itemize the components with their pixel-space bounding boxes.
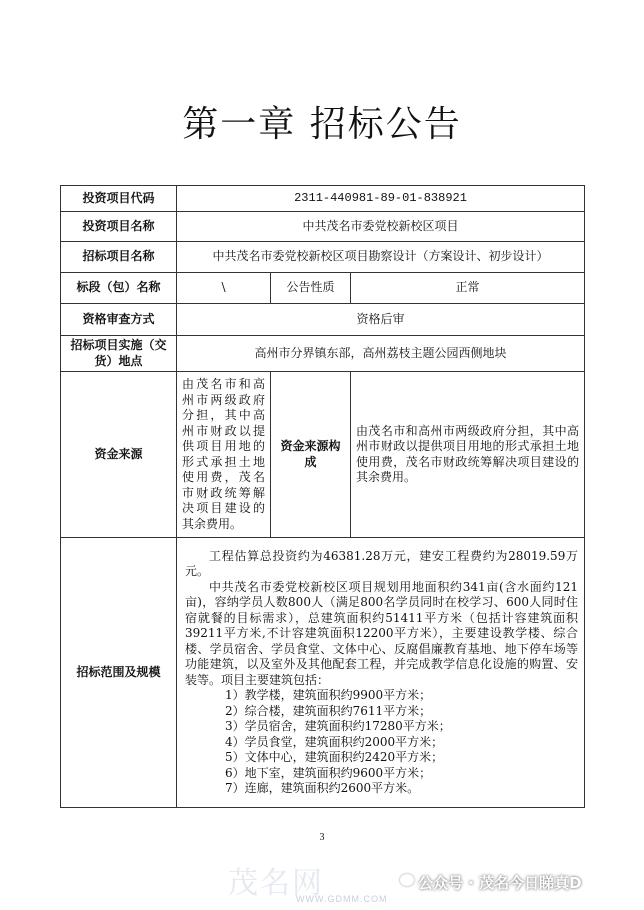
project-code-value: 2311-440981-89-01-838921 <box>177 186 585 212</box>
lot-label: 标段（包）名称 <box>61 273 177 304</box>
notice-type-value: 正常 <box>351 273 585 304</box>
scope-paragraph-description: 中共茂名市委党校新校区项目规划用地面积约341亩(含水面约121亩)，容纳学员人数800人（满足800名学员同时在校学习、600人同时住宿就餐的目标需求），总建筑面积约51411平方米（包括计容建筑面积39211平方米,不计容建筑面积12200平方米），主要建设教学楼、综合楼、学员宿舍、学员食堂、文体中心、反腐倡廉教育基地、地下停车场等功能建筑，以及室外及其他配套工程，并完成教学信息化设施的购置、安装等。项目主要建筑包括： <box>185 579 579 687</box>
scope-list-item: 7）连廊，建筑面积约2600平方米。 <box>225 781 420 795</box>
page-title: 第一章 招标公告 <box>182 104 462 145</box>
tender-name-value: 中共茂名市委党校新校区项目勘察设计（方案设计、初步设计） <box>177 242 585 273</box>
row-project-name <box>61 212 585 242</box>
scope-list-item: 1）教学楼，建筑面积约9900平方米； <box>225 688 432 702</box>
scope-content <box>177 538 585 808</box>
project-name-value: 中共茂名市委党校新校区项目 <box>177 212 585 242</box>
funding-structure-label: 资金来源构成 <box>271 372 351 538</box>
qualification-label: 资格审查方式 <box>61 304 177 336</box>
lot-value: \ <box>177 273 271 304</box>
row-funding <box>61 372 585 538</box>
row-scope <box>61 538 585 808</box>
scope-list-item: 2）综合楼，建筑面积约7611平方米； <box>225 703 432 718</box>
wechat-icon <box>400 874 414 886</box>
tender-info-table <box>60 185 585 808</box>
watermark-logo-text: 茂名网 <box>228 866 324 901</box>
funding-value: 由茂名市和高州市两级政府分担，其中高州市财政以提供项目用地的形式承担土地使用费，茂名市财政统筹解决项目建设的其余费用。 <box>177 372 271 538</box>
funding-structure-value: 由茂名市和高州市两级政府分担，其中高州市财政以提供项目用地的形式承担土地使用费，茂名市财政统筹解决项目建设的其余费用。 <box>351 372 585 538</box>
notice-type-label: 公告性质 <box>271 273 351 304</box>
location-label: 招标项目实施（交货）地点 <box>61 336 177 372</box>
page-number: 3 <box>319 832 325 843</box>
qualification-value: 资格后审 <box>177 304 585 336</box>
scope-label: 招标范围及规模 <box>61 538 177 808</box>
project-name-label: 投资项目名称 <box>61 212 177 242</box>
location-value: 高州市分界镇东部，高州荔枝主题公园西侧地块 <box>177 336 585 372</box>
row-qualification <box>61 304 585 336</box>
row-lot <box>61 273 585 304</box>
project-code-label: 投资项目代码 <box>61 186 177 212</box>
row-project-code <box>61 186 585 212</box>
row-tender-name <box>61 242 585 273</box>
scope-list-item: 3）学员宿舍，建筑面积约17280平方米； <box>225 719 451 733</box>
watermark-url: WWW.GDMM.COM <box>296 894 388 904</box>
scope-list-item: 5）文体中心，建筑面积约2420平方米； <box>225 750 444 764</box>
scope-list-item: 6）地下室，建筑面积约9600平方米； <box>225 765 432 780</box>
scope-list-item: 4）学员食堂，建筑面积约2000平方米； <box>225 734 444 749</box>
tender-name-label: 招标项目名称 <box>61 242 177 273</box>
watermark-account-text: 公众号 · 茂名今日睇真D <box>418 874 582 892</box>
scope-paragraph-investment: 工程估算总投资约为46381.28万元，建安工程费约为28019.59万元。 <box>185 548 579 578</box>
row-location <box>61 336 585 372</box>
funding-label: 资金来源 <box>61 372 177 538</box>
